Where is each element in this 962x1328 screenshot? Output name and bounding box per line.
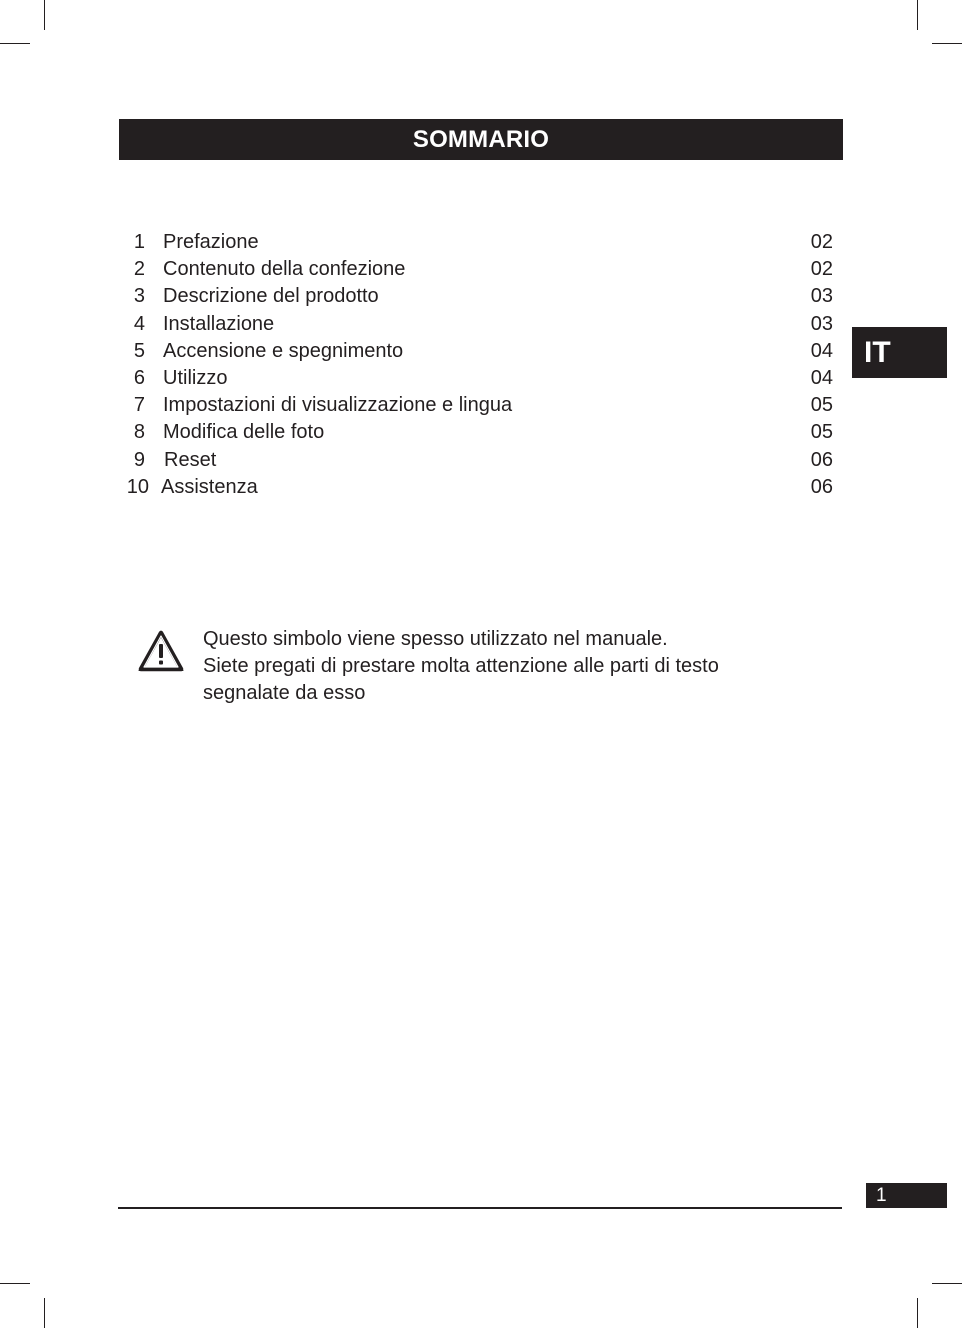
toc-label: Accensione e spegnimento: [163, 339, 404, 362]
toc-label: Contenuto della confezione: [163, 258, 406, 281]
toc-page: 05: [810, 421, 833, 444]
toc-label: Utilizzo: [163, 366, 228, 389]
language-tab: IT: [852, 327, 947, 378]
warning-line: Siete pregati di prestare molta attenzione alle parti di testo: [203, 655, 719, 678]
toc-item[interactable]: [119, 365, 843, 392]
toc-number: 8: [133, 421, 145, 444]
toc-page: 05: [810, 394, 833, 417]
toc-page: 04: [810, 339, 833, 362]
crop-mark: [917, 1298, 918, 1328]
toc-label: Descrizione del prodotto: [163, 285, 379, 308]
warning-text: [203, 626, 719, 708]
toc-page: 03: [810, 312, 833, 335]
toc-label: Installazione: [163, 312, 275, 335]
toc-item[interactable]: [119, 474, 843, 501]
toc-item[interactable]: [119, 256, 843, 283]
crop-mark: [932, 1283, 962, 1284]
toc-item[interactable]: [119, 419, 843, 446]
toc-label: Impostazioni di visualizzazione e lingua: [163, 394, 513, 417]
page-title: SOMMARIO: [119, 119, 843, 160]
toc-page: 02: [810, 258, 833, 281]
crop-mark: [0, 43, 30, 44]
toc-label: Reset: [164, 448, 217, 471]
toc-page: 04: [810, 366, 833, 389]
page-number: 1: [866, 1183, 947, 1208]
crop-mark: [44, 0, 45, 30]
crop-mark: [917, 0, 918, 30]
warning-line: Questo simbolo viene spesso utilizzato nel manuale.: [203, 628, 668, 650]
toc-number: 5: [133, 339, 145, 362]
toc-item[interactable]: [119, 283, 843, 310]
toc-page: 06: [810, 448, 833, 471]
toc-item[interactable]: [119, 338, 843, 365]
toc-number: 4: [133, 312, 145, 335]
toc-number: 7: [133, 394, 145, 417]
warning-line: segnalate da esso: [203, 682, 366, 705]
toc-label: Assistenza: [161, 475, 258, 498]
crop-mark: [932, 43, 962, 44]
footer-rule: [118, 1207, 842, 1209]
toc-number: 6: [133, 366, 145, 389]
toc-number: 2: [133, 258, 145, 281]
toc-item[interactable]: [119, 447, 843, 474]
toc-number: 9: [133, 448, 145, 471]
crop-mark: [44, 1298, 45, 1328]
toc-label: Modifica delle foto: [163, 421, 325, 444]
toc-number: 10: [126, 475, 149, 498]
crop-mark: [0, 1283, 30, 1284]
toc-number: 1: [133, 231, 145, 253]
toc-label: Prefazione: [163, 231, 259, 253]
warning-triangle-icon: [138, 630, 184, 672]
toc-page: 06: [810, 475, 833, 498]
toc-item[interactable]: [119, 311, 843, 338]
toc-page: 02: [810, 231, 833, 253]
toc-page: 03: [810, 285, 833, 308]
toc-item[interactable]: [119, 392, 843, 419]
table-of-contents: [119, 229, 843, 501]
toc-number: 3: [133, 285, 145, 308]
toc-item[interactable]: [119, 229, 843, 256]
